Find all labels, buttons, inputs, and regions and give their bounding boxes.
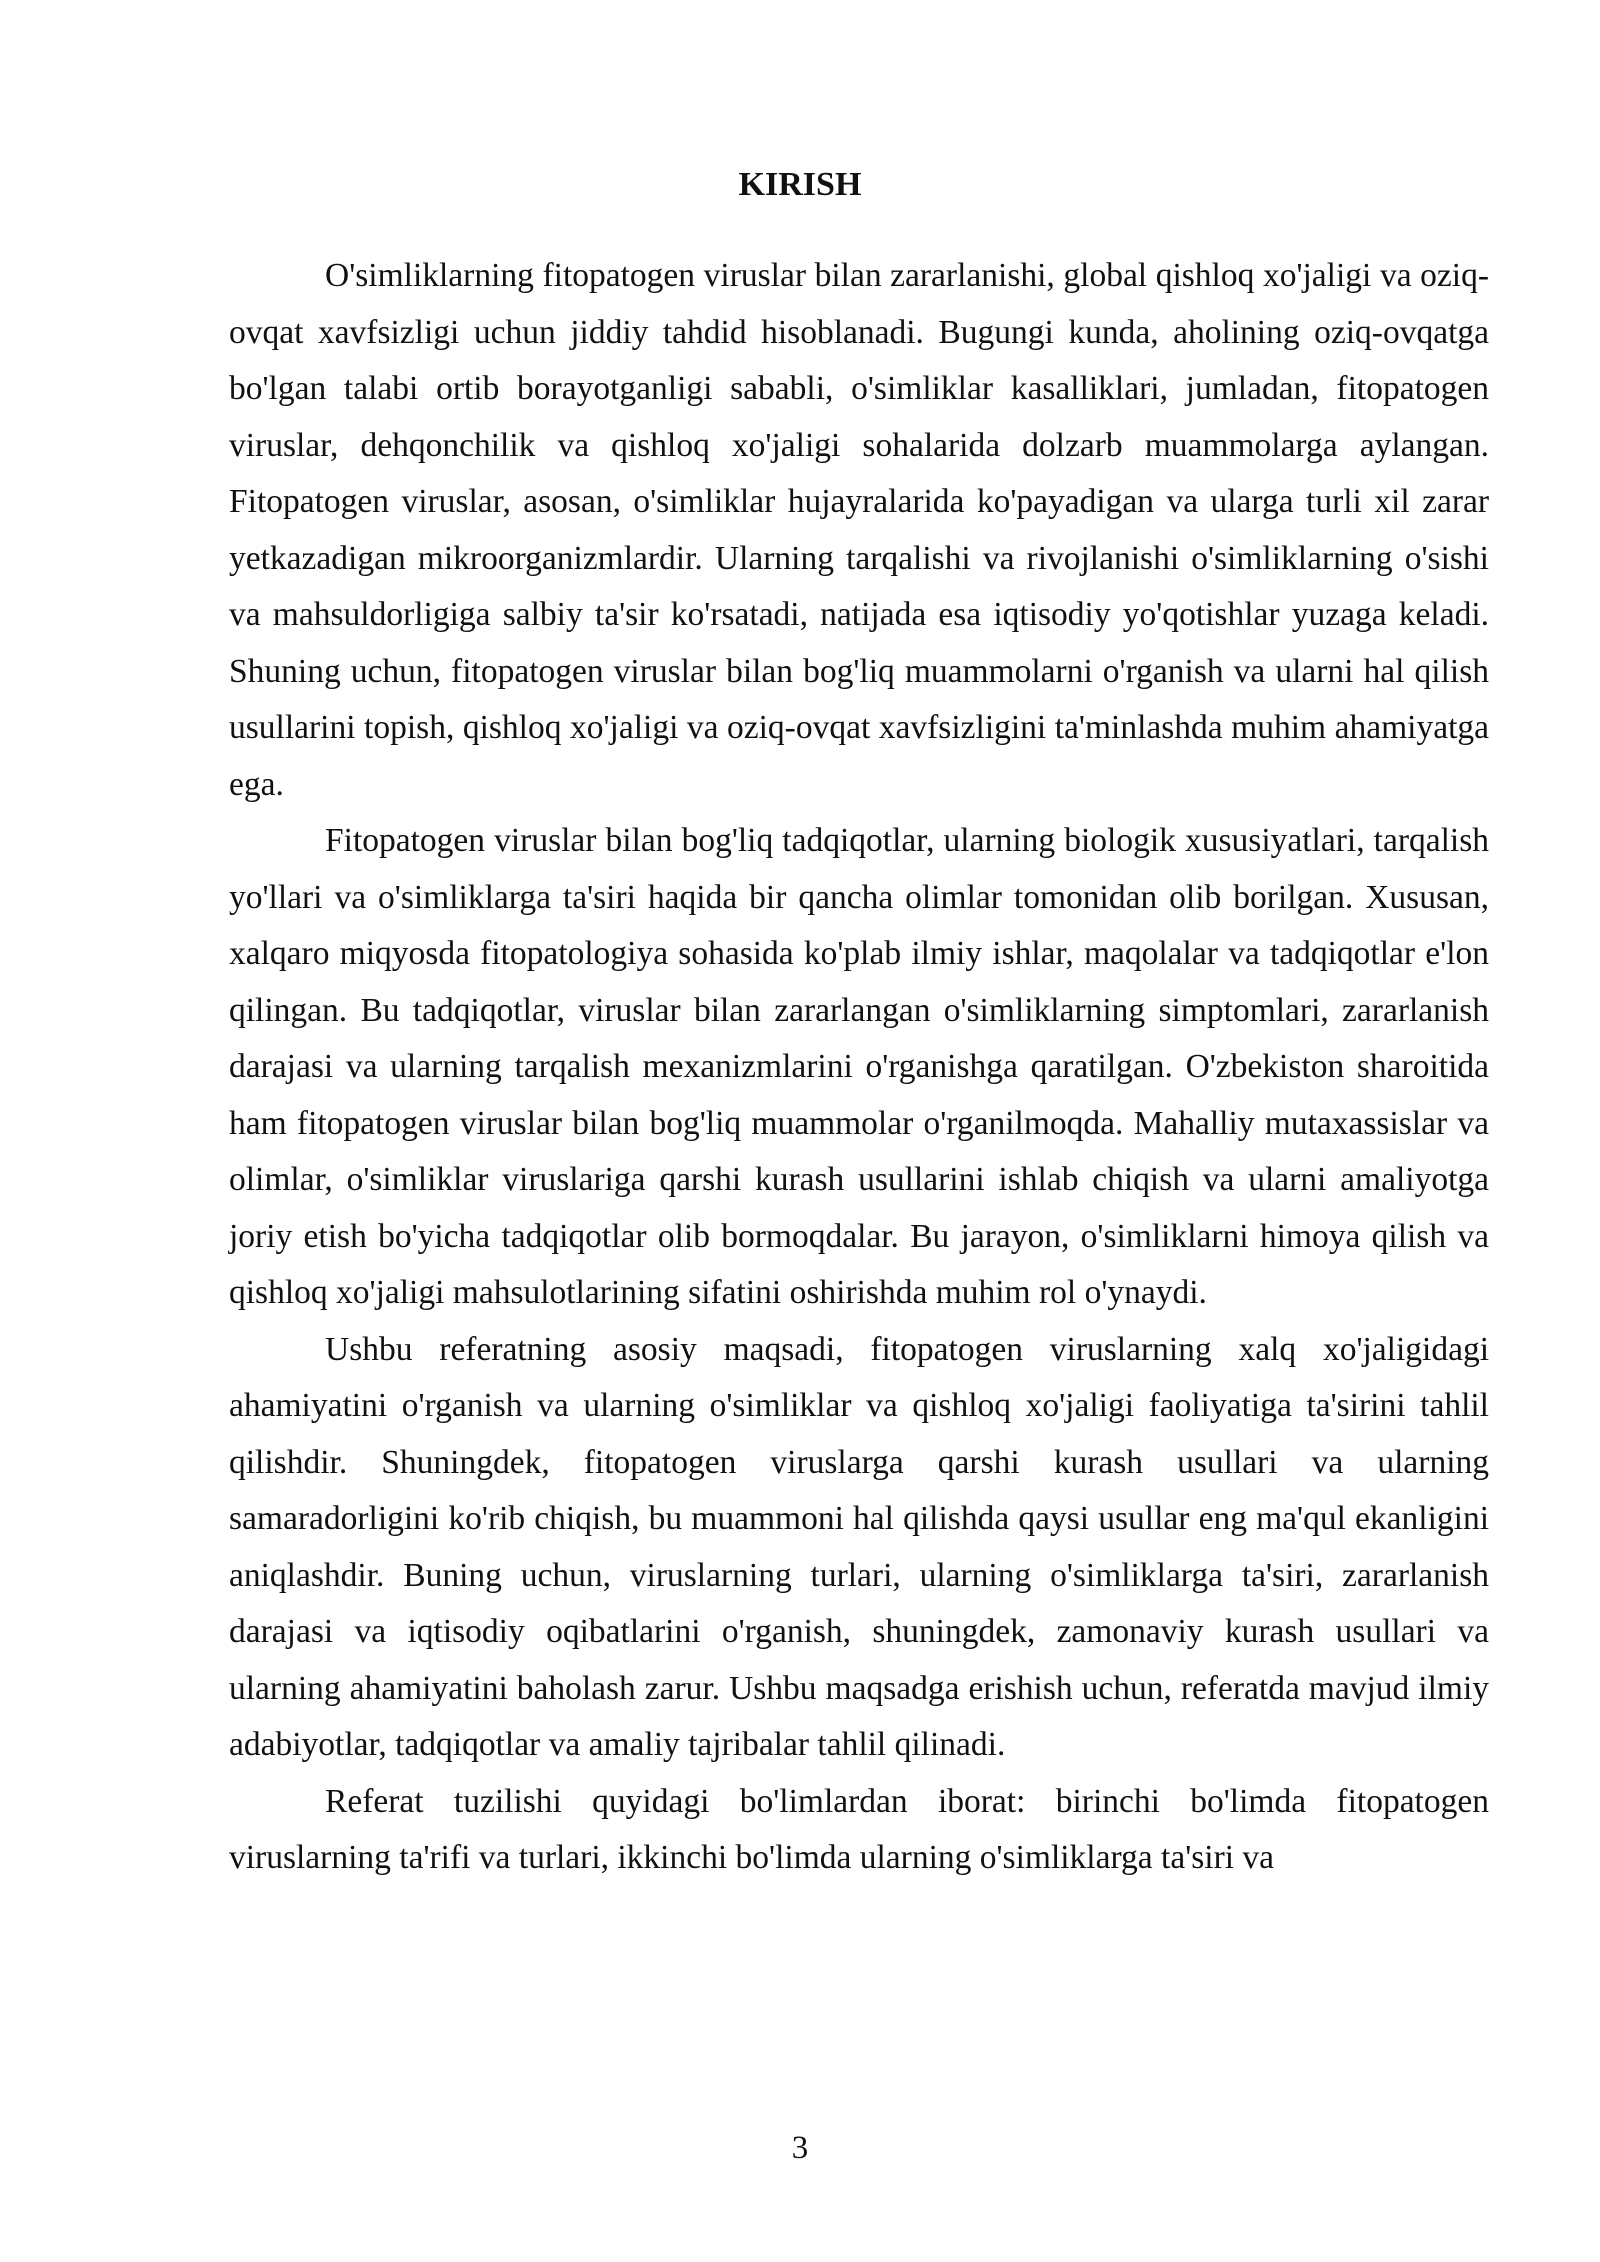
page-number: 3 [791,2130,809,2166]
paragraph-3: Ushbu referatning asosiy maqsadi, fitopatogen viruslarning xalq xo'jaligidagi ahamiyatini o'rganish va ularning o'simliklar va qishloq xo'jaligi faoliyatiga ta'sirini tahlil qilishdir. Shuningdek, fitopatogen viruslarga qarshi kurash usullari va ularning samaradorligini ko'rib chiqish, bu muammoni hal qilishda qaysi usullar eng ma'qul ekanligini aniqlashdir. Buning uchun, viruslarning turlari, ularning o'simliklarga ta'siri, zararlanish darajasi va iqtisodiy oqibatlarini o'rganish, shuningdek, zamonaviy kurash usullari va ularning ahamiyatini baholash zarur. Ushbu maqsadga erishish uchun, referatda mavjud ilmiy adabiyotlar, tadqiqotlar va amaliy tajribalar tahlil qilinadi. [229,1330,1489,1763]
paragraph-2: Fitopatogen viruslar bilan bog'liq tadqiqotlar, ularning biologik xususiyatlari, tarqalish yo'llari va o'simliklarga ta'siri haqida bir qancha olimlar tomonidan olib borilgan. Xususan, xalqaro miqyosda fitopatologiya sohasida ko'plab ilmiy ishlar, maqolalar va tadqiqotlar e'lon qilingan. Bu tadqiqotlar, viruslar bilan zararlangan o'simliklarning simptomlari, zararlanish darajasi va ularning tarqalish mexanizmlarini o'rganishga qaratilgan. O'zbekiston sharoitida ham fitopatogen viruslar bilan bog'liq muammolar o'rganilmoqda. Mahalliy mutaxassislar va olimlar, o'simliklar viruslariga qarshi kurash usullarini ishlab chiqish va ularni amaliyotga joriy etish bo'yicha tadqiqotlar olib bormoqdalar. Bu jarayon, o'simliklarni himoya qilish va qishloq xo'jaligi mahsulotlarining sifatini oshirishda muhim rol o'ynaydi. [229,822,1489,1311]
paragraph-1: O'simliklarning fitopatogen viruslar bilan zararlanishi, global qishloq xo'jaligi va oziq-ovqat xavfsizligi uchun jiddiy tahdid hisoblanadi. Bugungi kunda, aholining oziq-ovqatga bo'lgan talabi ortib borayotganligi sababli, o'simliklar kasalliklari, jumladan, fitopatogen viruslar, dehqonchilik va qishloq xo'jaligi sohalarida dolzarb muammolarga aylangan. Fitopatogen viruslar, asosan, o'simliklar hujayralarida ko'payadigan va ularga turli xil zarar yetkazadigan mikroorganizmlardir. Ularning tarqalishi va rivojlanishi o'simliklarning o'sishi va mahsuldorligiga salbiy ta'sir ko'rsatadi, natijada esa iqtisodiy yo'qotishlar yuzaga keladi. Shuning uchun, fitopatogen viruslar bilan bog'liq muammolarni o'rganish va ularni hal qilish usullarini topish, qishloq xo'jaligi va oziq-ovqat xavfsizligini ta'minlashda muhim ahamiyatga ega. [229,257,1489,803]
body-text [229,248,1489,1887]
page-title: KIRISH [738,166,862,203]
paragraph-4: Referat tuzilishi quyidagi bo'limlardan iborat: birinchi bo'limda fitopatogen viruslarning ta'rifi va turlari, ikkinchi bo'limda ularning o'simliklarga ta'siri va [229,1782,1489,1876]
